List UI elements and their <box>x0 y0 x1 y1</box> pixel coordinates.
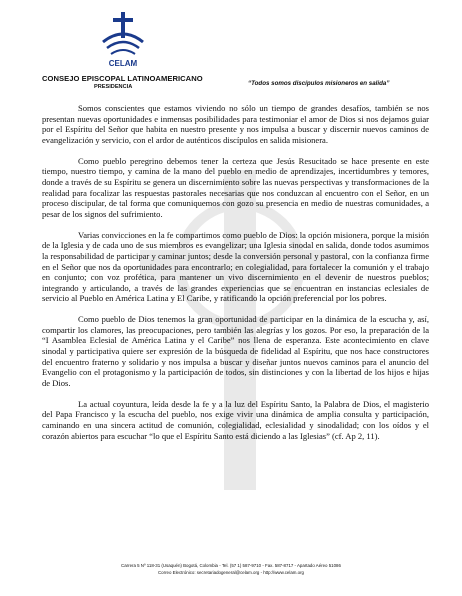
letter-body <box>42 103 429 452</box>
motto: “Todos somos discípulos misioneros en salida” <box>248 80 390 87</box>
footer-address: Carrera 5 Nº 118-31 (Usaquén) Bogotá, Colombia - Tel. (57 1) 587-9710 - Fax. 587-8717 - Apartado Aéreo 51086 <box>121 563 341 568</box>
paragraph: Como pueblo de Dios tenemos la gran oportunidad de participar en la dinámica de la escucha y, así, compartir los clamores, las preocupaciones, pero también las alegrías y los gozos. Por eso, la preparación de la “I Asamblea Eclesial de América Latina y el Caribe” nos llena de esperanza. Este acontecimiento en clave sinodal y participativa quiere ser expresión de la búsqueda de fidelidad al Espíritu, que nos hace constructores del encuentro fraterno y solidario y nos impulsa a buscar y diseñar juntos nuevos caminos para el anuncio del Evangelio con el protagonismo y la participación de todos, sin distinciones y con la libertad de los hijos e hijas de Dios. <box>42 314 429 388</box>
celam-logo-icon <box>95 8 151 70</box>
paragraph: Como pueblo peregrino debemos tener la certeza que Jesús Resucitado se hace presente en este tiempo, nuestro tiempo, y camina de la mano del pueblo en medio de aprendizajes, incertidumbres y temores, donde a través de su Espíritu se genera un discernimiento sobre las nuevas perspectivas y transformaciones de la realidad para focalizar las respuestas pastorales necesarias que nos conduzcan al encuentro con el Señor, en un proceso discipular, de tal forma que comuniquemos con gozo su presencia en medio de nuestras comunidades, a pesar de los signos del sufrimiento. <box>42 155 429 219</box>
paragraph: La actual coyuntura, leída desde la fe y a la luz del Espíritu Santo, la Palabra de Dios, el magisterio del Papa Francisco y la escucha del pueblo, nos exige vivir una dinámica de amplia consulta y participación, caminando en una sincera actitud de comunión, colegialidad, eclesialidad y sinodalidad; con los oídos y el corazón abiertos para escuchar “lo que el Espíritu Santo está diciendo a las Iglesias” (cf. Ap 2, 11). <box>42 398 429 441</box>
logo-text: CELAM <box>108 59 138 68</box>
paragraph: Varias convicciones en la fe compartimos como pueblo de Dios: la opción misionera, porque la misión de la Iglesia y de cada uno de sus miembros es evangelizar; una Iglesia sinodal en salida, donde todos asumimos la responsabilidad de participar y caminar juntos; desde la conversión personal y pastoral, con la confianza firme en el Señor que nos da oportunidades para encontrarlo; en colegialidad, para fortalecer la comunión y el trabajo en conjunto; con voz profética, para mantener un vivo discernimiento en el devenir de nuestros pueblos; integrando y articulando, a través de las grandes experiencias que se encuentran en instancias eclesiales de servicio al Pueblo en América Latina y El Caribe, y ratificando la opción preferencial por los pobres. <box>42 229 429 304</box>
organization-subtitle: PRESIDENCIA <box>94 84 133 90</box>
organization-name: CONSEJO EPISCOPAL LATINOAMERICANO <box>42 74 203 83</box>
paragraph: Somos conscientes que estamos viviendo no sólo un tiempo de grandes desafíos, también se nos presentan nuevas oportunidades e inmensas posibilidades para testimoniar el amor de Dios si nos dejamos guiar por el Espíritu del Señor que habita en nuestro presente y nos impulsa a buscar y discernir nuevos caminos de evangelización y servicio, con el ardor de auténticos discípulos en salida misionera. <box>42 103 429 145</box>
footer-contact: Correo Electrónico: secretariadogeneral@celam.org - http://www.celam.org <box>158 570 304 575</box>
